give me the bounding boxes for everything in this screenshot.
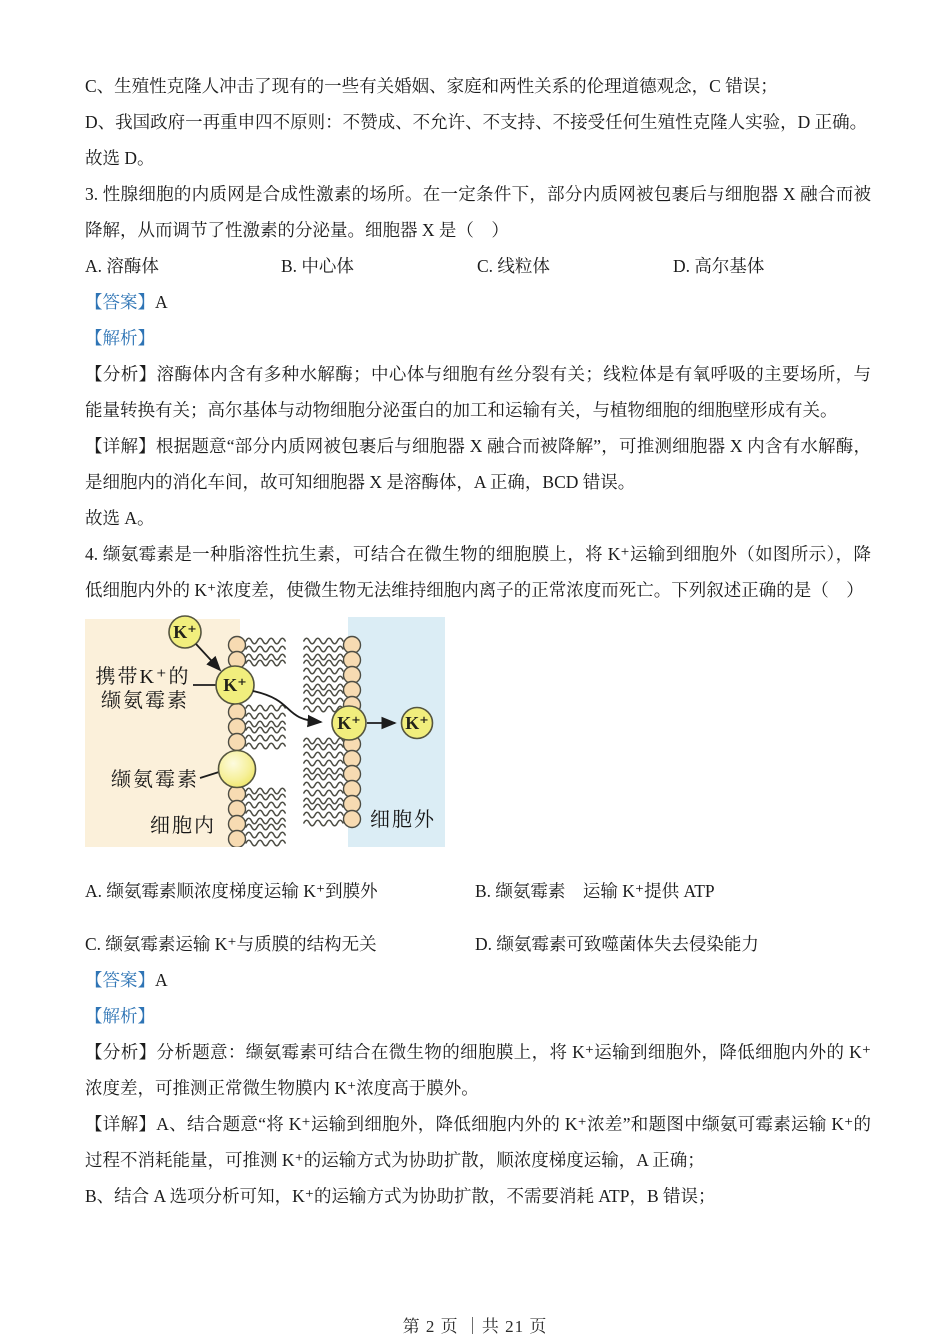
q4-fenxi-text: 分析题意：缬氨霉素可结合在微生物的细胞膜上，将 K⁺运输到细胞外，降低细胞内外的 K⁺浓度差，可推测正常微生物膜内 K⁺浓度高于膜外。 bbox=[85, 1042, 872, 1098]
q3-answer-value: A bbox=[155, 292, 168, 312]
q4-option-d: D. 缬氨霉素可致噬菌体失去侵染能力 bbox=[475, 934, 759, 954]
q4-answer-value: A bbox=[155, 970, 168, 990]
lipid-tail bbox=[304, 812, 343, 818]
q4-options-row-1 bbox=[85, 873, 871, 909]
lipid-tail bbox=[246, 654, 285, 660]
k-ion-text-1: K⁺ bbox=[173, 622, 197, 642]
lipid-tail bbox=[246, 713, 285, 719]
carrier-label-line1: 携带K⁺的 bbox=[95, 666, 191, 688]
inside-cell-label: 细胞内 bbox=[150, 815, 216, 837]
q3-option-a: A. 溶酶体 bbox=[85, 256, 159, 276]
q4-fenxi-label: 【分析】 bbox=[85, 1042, 157, 1062]
q4-xiangjie-label: 【详解】 bbox=[85, 1114, 157, 1134]
lipid-tail bbox=[246, 824, 285, 830]
lipid-head bbox=[344, 811, 361, 828]
page-content bbox=[85, 68, 871, 1214]
k-ion-text-3: K⁺ bbox=[337, 713, 361, 733]
lipid-tail bbox=[246, 794, 285, 800]
q4-option-c: C. 缬氨霉素运输 K⁺与质膜的结构无关 bbox=[85, 934, 377, 954]
lipid-tail bbox=[304, 790, 343, 796]
q4-fenxi-para bbox=[85, 1034, 871, 1106]
lipid-tail bbox=[304, 820, 343, 826]
lipid-tail bbox=[304, 646, 343, 652]
q3-option-c: C. 线粒体 bbox=[477, 256, 550, 276]
q3-conclusion: 故选 A。 bbox=[85, 508, 155, 528]
lipid-tail bbox=[246, 705, 285, 711]
q3-answer-line bbox=[85, 284, 871, 320]
q4-xiangjie-text: A、结合题意“将 K⁺运输到细胞外，降低细胞内外的 K⁺浓差”和题图中缬氨可霉素运输 K⁺的过程不消耗能量，可推测 K⁺的运输方式为协助扩散，顺浓度梯度运输，A 正确； bbox=[85, 1114, 872, 1170]
lipid-tail bbox=[246, 660, 285, 666]
k-ion-text-4: K⁺ bbox=[405, 713, 429, 733]
lipid-tail bbox=[304, 690, 343, 696]
q3-option-d: D. 高尔基体 bbox=[673, 256, 765, 276]
lipid-tail bbox=[304, 782, 343, 788]
lipid-tail bbox=[304, 676, 343, 682]
lipid-head bbox=[229, 831, 246, 848]
lipid-tail bbox=[246, 638, 285, 644]
outside-cell-label: 细胞外 bbox=[370, 809, 436, 831]
carrier-label-line2: 缬氨霉素 bbox=[101, 690, 189, 712]
q4-figure bbox=[85, 615, 445, 847]
answer-line-d: D、我国政府一再重申四不原则：不赞成、不允许、不支持、不接受任何生殖性克隆人实验，D 正确。 bbox=[85, 112, 868, 132]
q3-jiexi-label: 【解析】 bbox=[85, 328, 155, 348]
q4-option-b: B. 缬氨霉素 运输 K⁺提供 ATP bbox=[475, 881, 715, 901]
lipid-tail bbox=[304, 668, 343, 674]
lipid-tail bbox=[246, 840, 285, 846]
lipid-tail bbox=[246, 735, 285, 741]
inside-cell-region bbox=[85, 619, 240, 847]
lipid-tail bbox=[304, 798, 343, 804]
q3-jiexi-line bbox=[85, 320, 871, 356]
q3-answer-label: 【答案】 bbox=[85, 292, 155, 312]
membrane-transport-diagram bbox=[85, 615, 445, 847]
lipid-tail bbox=[304, 684, 343, 690]
q4-stem: 4. 缬氨霉素是一种脂溶性抗生素，可结合在微生物的细胞膜上，将 K⁺运输到细胞外（如图所示），降低细胞内外的 K⁺浓度差，使微生物无法维持细胞内离子的正常浓度而死亡。下列叙述正确的是（ ） bbox=[85, 544, 871, 600]
lipid-tail bbox=[304, 744, 343, 750]
q3-xiangjie-label: 【详解】 bbox=[85, 436, 156, 456]
q4-xiangjie-para bbox=[85, 1106, 871, 1178]
q4-answer-line bbox=[85, 962, 871, 998]
lipid-tail bbox=[304, 654, 343, 660]
lipid-tail bbox=[304, 638, 343, 644]
q3-xiangjie-text: 根据题意“部分内质网被包裹后与细胞器 X 融合而被降解”，可推测细胞器 X 内含有水解酶，是细胞内的消化车间，故可知细胞器 X 是溶酶体，A 正确，BCD 错误。 bbox=[85, 436, 871, 492]
q4-jiexi-line bbox=[85, 998, 871, 1034]
lipid-tail bbox=[246, 810, 285, 816]
lipid-tail bbox=[246, 832, 285, 838]
lipid-tail bbox=[304, 760, 343, 766]
q4-option-a: A. 缬氨霉素顺浓度梯度运输 K⁺到膜外 bbox=[85, 881, 378, 901]
lipid-tail bbox=[246, 721, 285, 727]
q4-jiexi-label: 【解析】 bbox=[85, 1006, 155, 1026]
valinomycin-label: 缬氨霉素 bbox=[111, 769, 199, 791]
k-ion-text-2: K⁺ bbox=[223, 675, 247, 695]
lipid-tail bbox=[304, 698, 343, 704]
lipid-tail bbox=[246, 802, 285, 808]
lipid-tail bbox=[246, 743, 285, 749]
q4-options-row-2 bbox=[85, 926, 871, 962]
q3-fenxi-text: 溶酶体内含有多种水解酶；中心体与细胞有丝分裂有关；线粒体是有氧呼吸的主要场所，与能量转换有关；高尔基体与动物细胞分泌蛋白的加工和运输有关，与植物细胞的细胞壁形成有关。 bbox=[85, 364, 872, 420]
q3-fenxi-label: 【分析】 bbox=[85, 364, 157, 384]
lipid-tail bbox=[304, 774, 343, 780]
phospholipid-bilayer bbox=[229, 637, 361, 848]
q4-answer-label: 【答案】 bbox=[85, 970, 155, 990]
answer-conclusion-d: 故选 D。 bbox=[85, 148, 155, 168]
lipid-head bbox=[229, 734, 246, 751]
q3-xiangjie-para bbox=[85, 428, 871, 500]
q3-fenxi-para bbox=[85, 356, 871, 428]
q3-option-b: B. 中心体 bbox=[281, 256, 354, 276]
q3-options-row bbox=[85, 248, 871, 284]
lipid-tail bbox=[304, 660, 343, 666]
lipid-tail bbox=[246, 788, 285, 794]
lipid-tail bbox=[246, 727, 285, 733]
lipid-tail bbox=[304, 804, 343, 810]
answer-line-c: C、生殖性克隆人冲击了现有的一些有关婚姻、家庭和两性关系的伦理道德观念，C 错误； bbox=[85, 76, 778, 96]
valinomycin-molecule bbox=[219, 751, 256, 788]
lipid-tail bbox=[246, 646, 285, 652]
page-number-footer: 第 2 页 ｜共 21 页 bbox=[402, 1317, 548, 1336]
q3-stem: 3. 性腺细胞的内质网是合成性激素的场所。在一定条件下，部分内质网被包裹后与细胞器 X 融合而被降解，从而调节了性激素的分泌量。细胞器 X 是（ ） bbox=[85, 184, 871, 240]
lipid-tail bbox=[304, 738, 343, 744]
lipid-tail bbox=[304, 752, 343, 758]
q4-line-b: B、结合 A 选项分析可知，K⁺的运输方式为协助扩散，不需要消耗 ATP，B 错误； bbox=[85, 1186, 716, 1206]
lipid-tail bbox=[246, 818, 285, 824]
lipid-tail bbox=[304, 768, 343, 774]
